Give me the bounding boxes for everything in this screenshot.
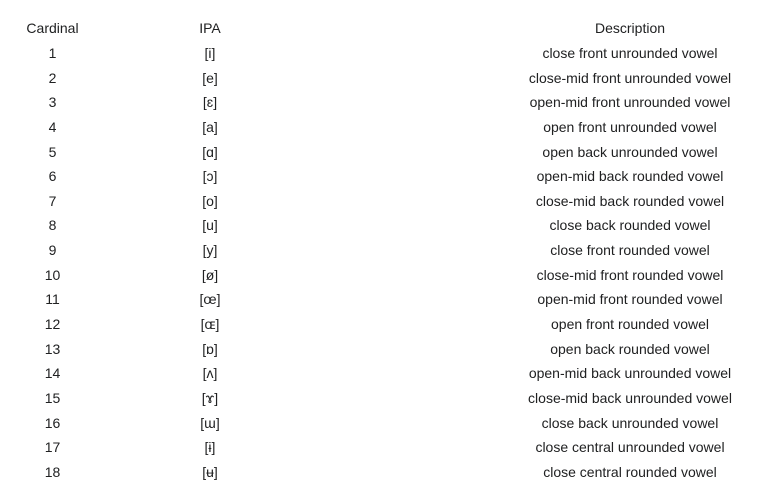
table-row <box>0 386 761 411</box>
cardinal-number-cell: 8 <box>48 217 57 234</box>
table-row <box>0 65 761 90</box>
description-cell: close-mid front rounded vowel <box>536 266 724 283</box>
table-row <box>0 410 761 435</box>
table-row <box>0 164 761 189</box>
table-row <box>0 90 761 115</box>
ipa-symbol-cell: [ʉ] <box>202 463 218 480</box>
table-row <box>0 139 761 164</box>
table-row <box>0 115 761 140</box>
ipa-symbol-cell: [u] <box>202 217 218 234</box>
table-row <box>0 188 761 213</box>
table-header-row <box>0 16 761 41</box>
description-cell: close-mid back unrounded vowel <box>528 389 732 406</box>
description-cell: open back rounded vowel <box>550 340 710 357</box>
column-header-cardinal: Cardinal <box>26 20 79 37</box>
cardinal-number-cell: 7 <box>48 192 57 209</box>
description-cell: open-mid back unrounded vowel <box>528 365 732 382</box>
ipa-symbol-cell: [y] <box>202 242 218 259</box>
cardinal-number-cell: 9 <box>48 242 57 259</box>
cardinal-number-cell: 6 <box>48 168 57 185</box>
description-cell: open back unrounded vowel <box>542 143 718 160</box>
table-body <box>0 41 761 485</box>
description-cell: close central unrounded vowel <box>535 439 725 456</box>
ipa-symbol-cell: [ɑ] <box>202 143 218 160</box>
cardinal-number-cell: 10 <box>44 266 61 283</box>
description-cell: close-mid back rounded vowel <box>535 192 725 209</box>
table-row <box>0 262 761 287</box>
table-row <box>0 238 761 263</box>
description-cell: close central rounded vowel <box>543 463 717 480</box>
ipa-symbol-cell: [o] <box>202 192 218 209</box>
table-row <box>0 435 761 460</box>
ipa-symbol-cell: [a] <box>202 118 218 135</box>
ipa-symbol-cell: [i] <box>204 44 216 61</box>
cardinal-number-cell: 13 <box>44 340 61 357</box>
cardinal-number-cell: 18 <box>44 463 61 480</box>
description-cell: close back unrounded vowel <box>541 414 719 431</box>
ipa-symbol-cell: [ɨ] <box>204 439 216 456</box>
ipa-symbol-cell: [ɯ] <box>200 414 220 431</box>
cardinal-number-cell: 5 <box>48 143 57 160</box>
description-cell: open-mid front unrounded vowel <box>529 94 731 111</box>
ipa-symbol-cell: [ɔ] <box>202 168 218 185</box>
ipa-symbol-cell: [ɛ] <box>202 94 218 111</box>
ipa-symbol-cell: [ɒ] <box>202 340 218 357</box>
ipa-symbol-cell: [ø] <box>201 266 219 283</box>
description-cell: open front unrounded vowel <box>543 118 717 135</box>
column-header-ipa: IPA <box>199 20 221 37</box>
ipa-symbol-cell: [ɤ] <box>201 389 219 406</box>
cardinal-number-cell: 15 <box>44 389 61 406</box>
table-row <box>0 287 761 312</box>
ipa-symbol-cell: [ʌ] <box>202 365 218 382</box>
ipa-symbol-cell: [e] <box>202 69 218 86</box>
cardinal-number-cell: 17 <box>44 439 61 456</box>
table-row <box>0 213 761 238</box>
description-cell: close front unrounded vowel <box>542 44 718 61</box>
ipa-symbol-cell: [ɶ] <box>200 316 220 332</box>
description-cell: close-mid front unrounded vowel <box>528 69 732 86</box>
cardinal-number-cell: 16 <box>44 414 61 431</box>
cardinal-number-cell: 3 <box>48 94 57 111</box>
table-row <box>0 312 761 337</box>
description-cell: close front rounded vowel <box>550 242 710 259</box>
cardinal-number-cell: 1 <box>48 44 57 61</box>
cardinal-number-cell: 2 <box>48 69 57 86</box>
cardinal-number-cell: 11 <box>45 291 60 308</box>
ipa-symbol-cell: [œ] <box>199 291 221 308</box>
cardinal-number-cell: 12 <box>44 316 61 332</box>
table-row <box>0 336 761 361</box>
description-cell: open-mid back rounded vowel <box>536 168 724 185</box>
description-cell: open-mid front rounded vowel <box>537 291 723 308</box>
cardinal-number-cell: 14 <box>44 365 61 382</box>
table-row <box>0 361 761 386</box>
cardinal-number-cell: 4 <box>48 118 57 135</box>
table-row <box>0 460 761 485</box>
column-header-description: Description <box>594 20 666 37</box>
description-cell: open front rounded vowel <box>551 316 709 332</box>
description-cell: close back rounded vowel <box>549 217 711 234</box>
table-row <box>0 41 761 66</box>
